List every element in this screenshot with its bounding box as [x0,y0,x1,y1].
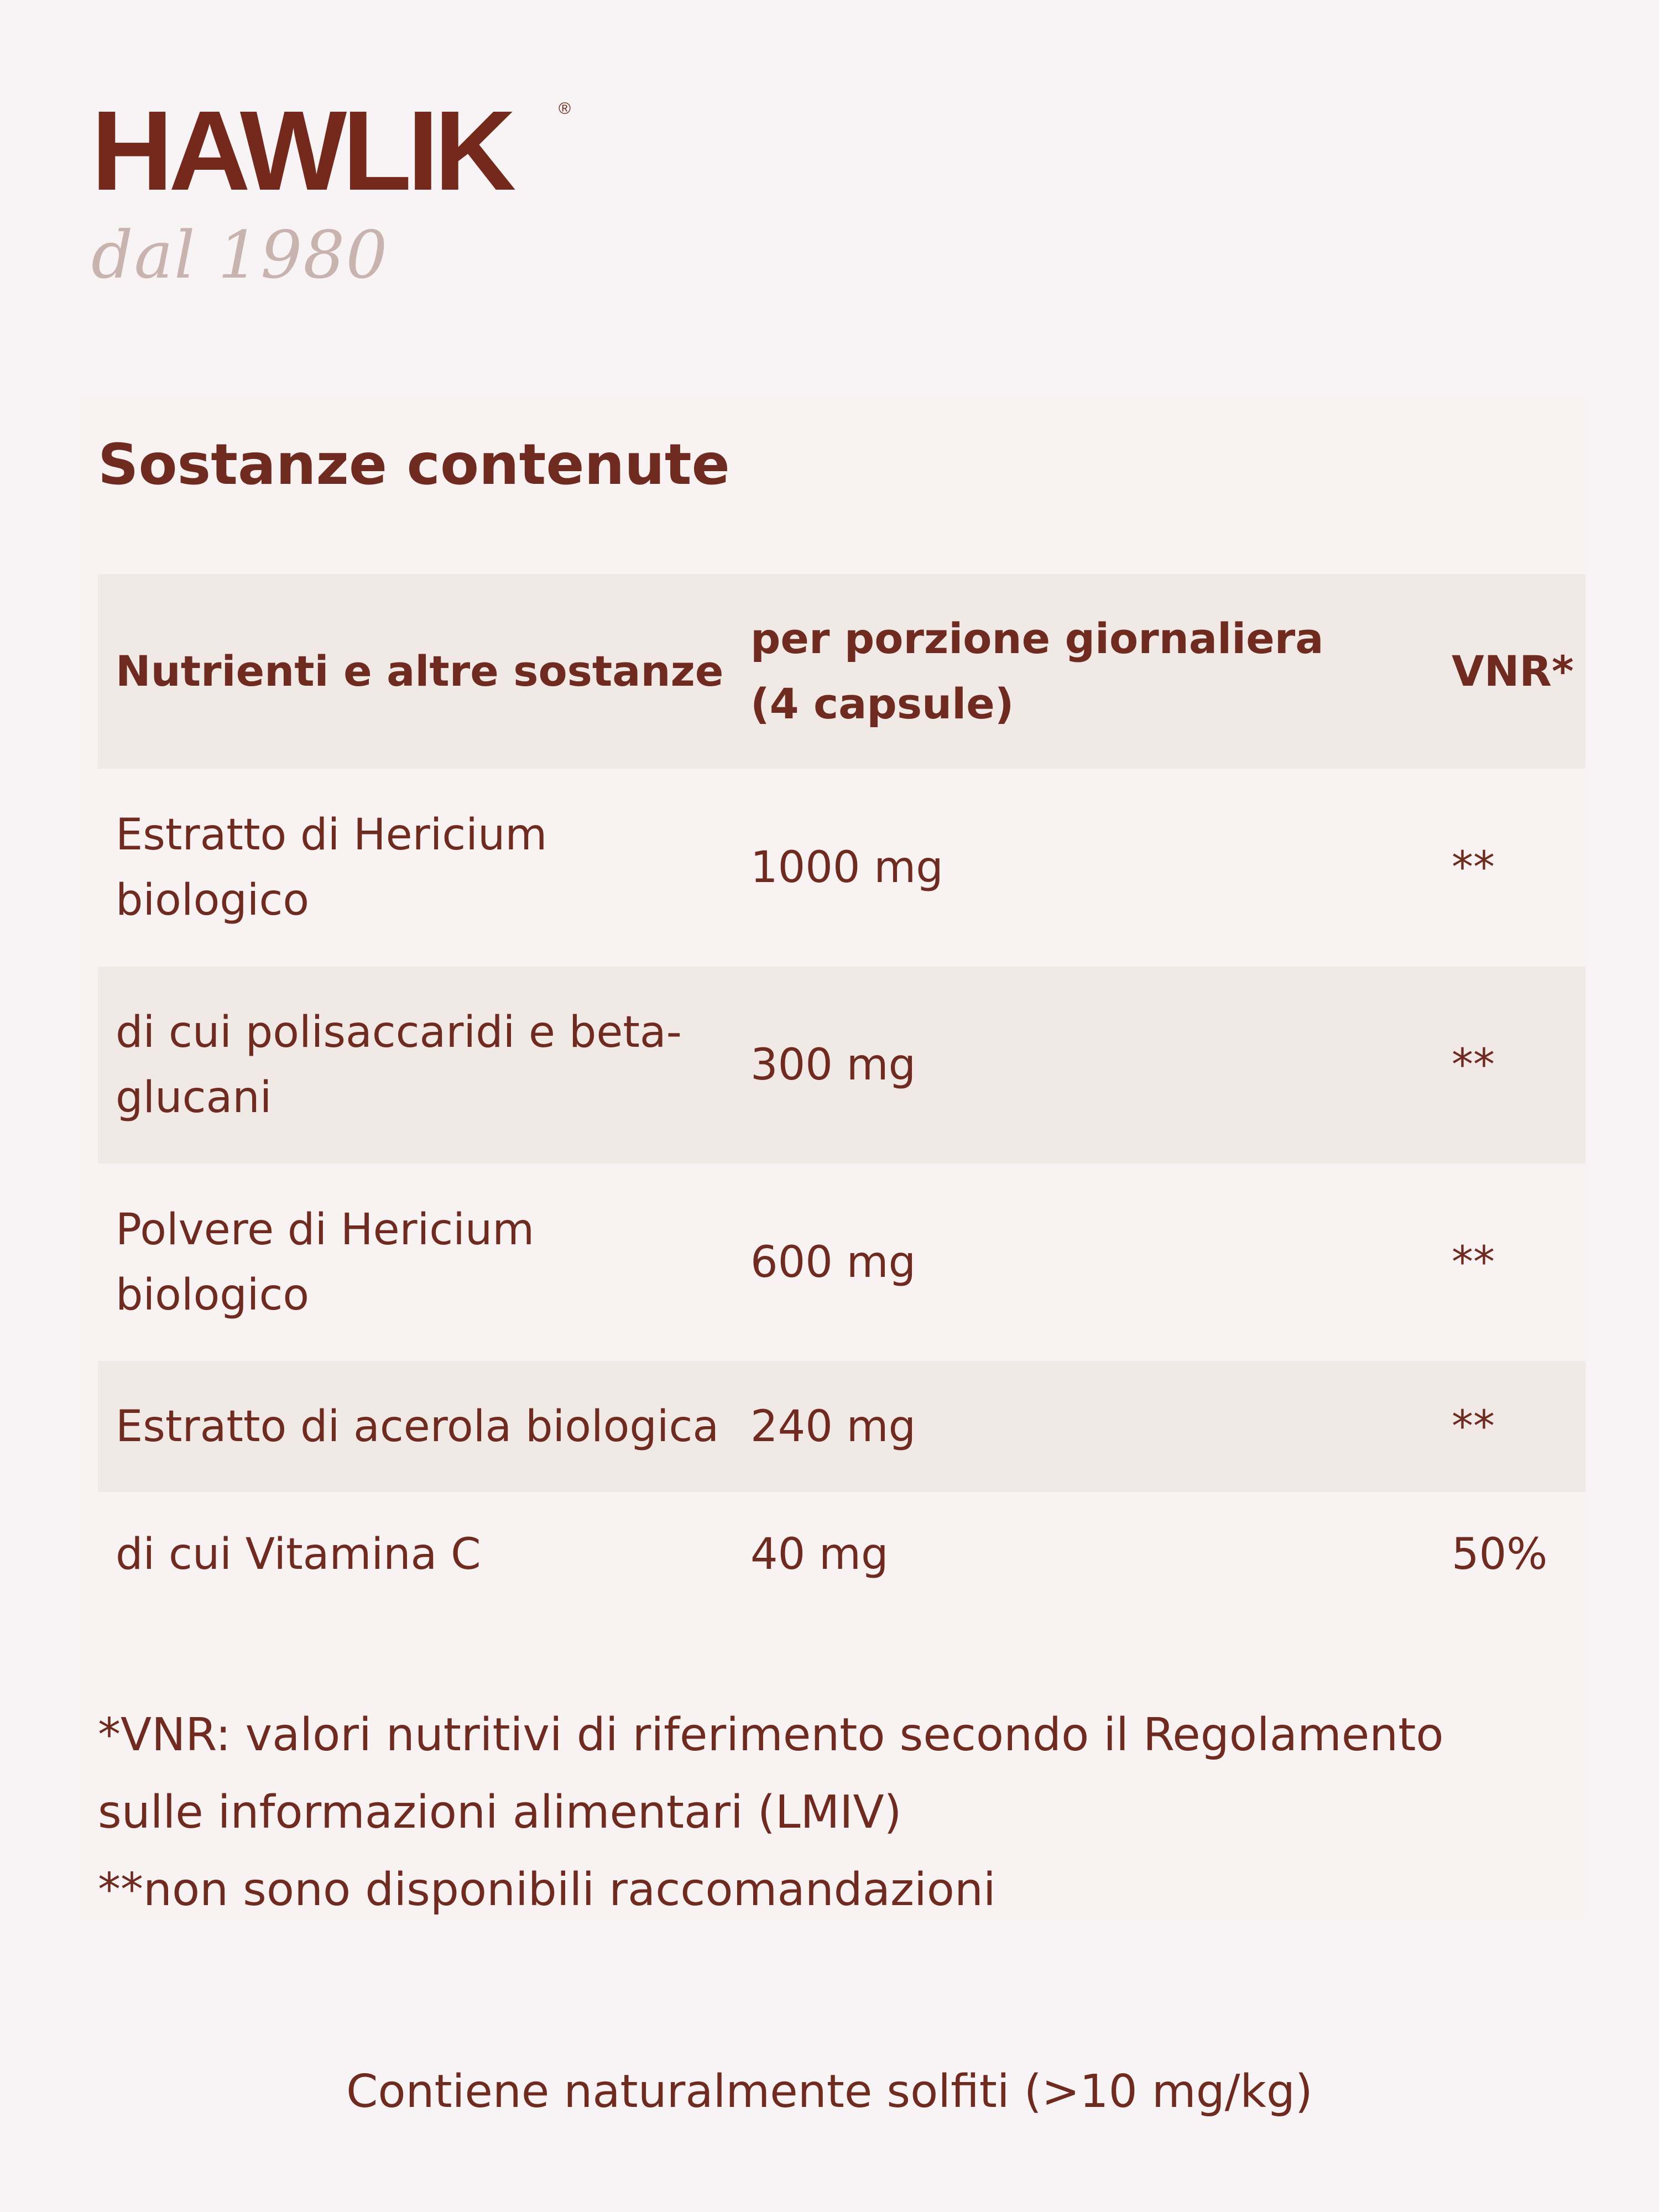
table-row [98,967,1585,1164]
footnote-vnr-definition: *VNR: valori nutritivi di riferimento secondo il Regolamento sulle informazioni alimentari (LMIV) [98,1709,1444,1839]
vnr-cell: ** [1452,1401,1495,1452]
amount-cell: 300 mg [750,1040,916,1090]
brand-tagline: dal 1980 [91,217,389,293]
table-row [98,1361,1585,1492]
section-title: Sostanze contenute [98,432,730,498]
table-row [98,1164,1585,1361]
table-row [98,769,1585,967]
nutrient-cell: Estratto di acerola biologica [116,1401,719,1452]
amount-cell: 240 mg [750,1401,916,1452]
vnr-cell: ** [1452,1040,1495,1090]
vnr-cell: ** [1452,843,1495,893]
amount-cell: 40 mg [750,1529,889,1579]
registered-mark: ® [559,100,571,118]
brand-name: HAWLIK [91,87,512,214]
nutrient-cell: di cui Vitamina C [116,1529,481,1579]
nutrient-cell: Estratto di Hericium biologico [116,810,547,925]
nutrition-table [98,574,1585,1616]
vnr-cell: 50% [1452,1529,1548,1579]
header-nutrient: Nutrienti e altre sostanze [116,646,724,696]
footnote-no-recommendation: **non sono disponibili raccomandazioni [98,1864,996,1916]
table-header-row [98,574,1585,769]
header-per-serving: per porzione giornaliera (4 capsule) [750,614,1324,728]
nutrient-cell: Polvere di Hericium biologico [116,1204,535,1320]
vnr-cell: ** [1452,1237,1495,1287]
amount-cell: 600 mg [750,1237,916,1287]
sulfites-note: Contiene naturalmente solfiti (>10 mg/kg) [346,2065,1313,2118]
header-vnr: VNR* [1452,646,1574,696]
footnotes [98,1697,1563,1929]
table-row [98,1492,1585,1616]
nutrient-cell: di cui polisaccaridi e beta-glucani [116,1008,682,1123]
amount-cell: 1000 mg [750,843,943,893]
